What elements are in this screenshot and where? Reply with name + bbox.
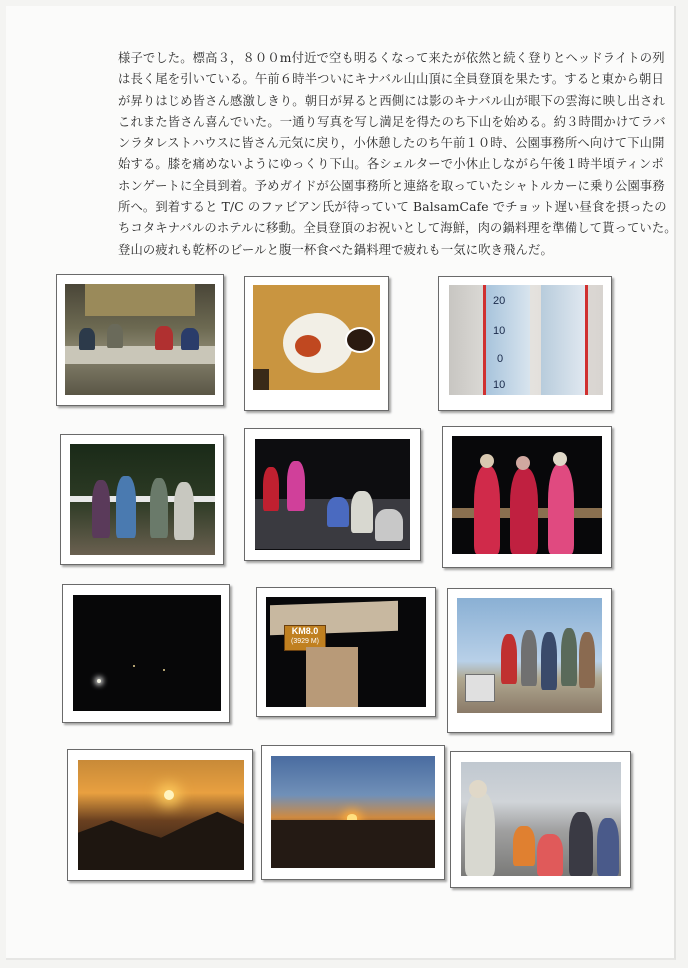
photo-sunrise-horizon (261, 745, 445, 880)
paragraph-line: これまた皆さん喜んでいた。一通り写真を写し満足を得たのち下山を始める。約３時間かけてラバ (118, 114, 666, 129)
photo-three-women-at-night (442, 426, 612, 568)
thermometer-scale-label: 20 (493, 295, 506, 307)
thermometer-scale-label: 10 (493, 379, 506, 391)
photo-group-on-deck (60, 434, 224, 565)
thermometer-scale-label: 0 (497, 353, 504, 365)
photo-night-valley-lights (62, 584, 230, 723)
signpost-distance: KM8.0 (291, 626, 319, 636)
photo-hikers-at-summit-plateau (450, 751, 631, 888)
photo-summit-group (447, 588, 612, 733)
paragraph-line: ちコタキナバルのホテルに移動。全員登頂のお祝いとして海鮮，肉の鍋料理を準備して貰っていた。 (118, 221, 677, 236)
trip-report-paragraph (118, 48, 677, 261)
thermometer-scale-label: 10 (493, 325, 506, 337)
photo-km-signpost (256, 587, 436, 717)
signpost-altitude: (3929 M) (290, 638, 319, 645)
photo-night-resting (244, 428, 421, 561)
paragraph-line: 所へ。到着すると T/C のファビアン氏が待っていて BalsamCafe でチョット遅い昼食を摂ったの (118, 200, 667, 215)
paragraph-line: は長く尾を引いている。午前６時半ついにキナバル山山頂に全員登頂を果たす。すると東から朝日 (118, 72, 664, 87)
photo-breakfast-plate (244, 276, 389, 411)
paragraph-line: ホンゲートに全員到着。予めガイドが公園事務所と連絡を取っていたシャトルカーに乗り公園事務 (118, 178, 665, 193)
paragraph-line: 様子でした。標高３，８００m付近で空も明るくなって来たが依然と続く登りとヘッドライトの列 (118, 51, 665, 65)
paragraph-line: 始する。膝を痛めないようにゆっくり下山。各シェルターで小休止しながら午後１時半頃ティンポ (118, 157, 664, 172)
photo-hut-dining-room (56, 274, 224, 406)
photo-thermometer (438, 276, 612, 411)
photo-sunrise-over-peaks (67, 749, 253, 881)
paragraph-line: 登山の疲れも乾杯のビールと腹一杯食べた鍋料理で疲れも一気に吹き飛んだ。 (118, 242, 553, 257)
paragraph-line: が昇りはじめ皆さん感激しきり。朝日が昇ると西側には影のキナバル山が眼下の雲海に映し出され (118, 93, 665, 108)
scrapbook-page (6, 6, 676, 960)
paragraph-line: ンラタレストハウスに皆さん元気に戻り，小休憩したのち午前１０時、公園事務所へ向けて下山開 (118, 136, 665, 151)
